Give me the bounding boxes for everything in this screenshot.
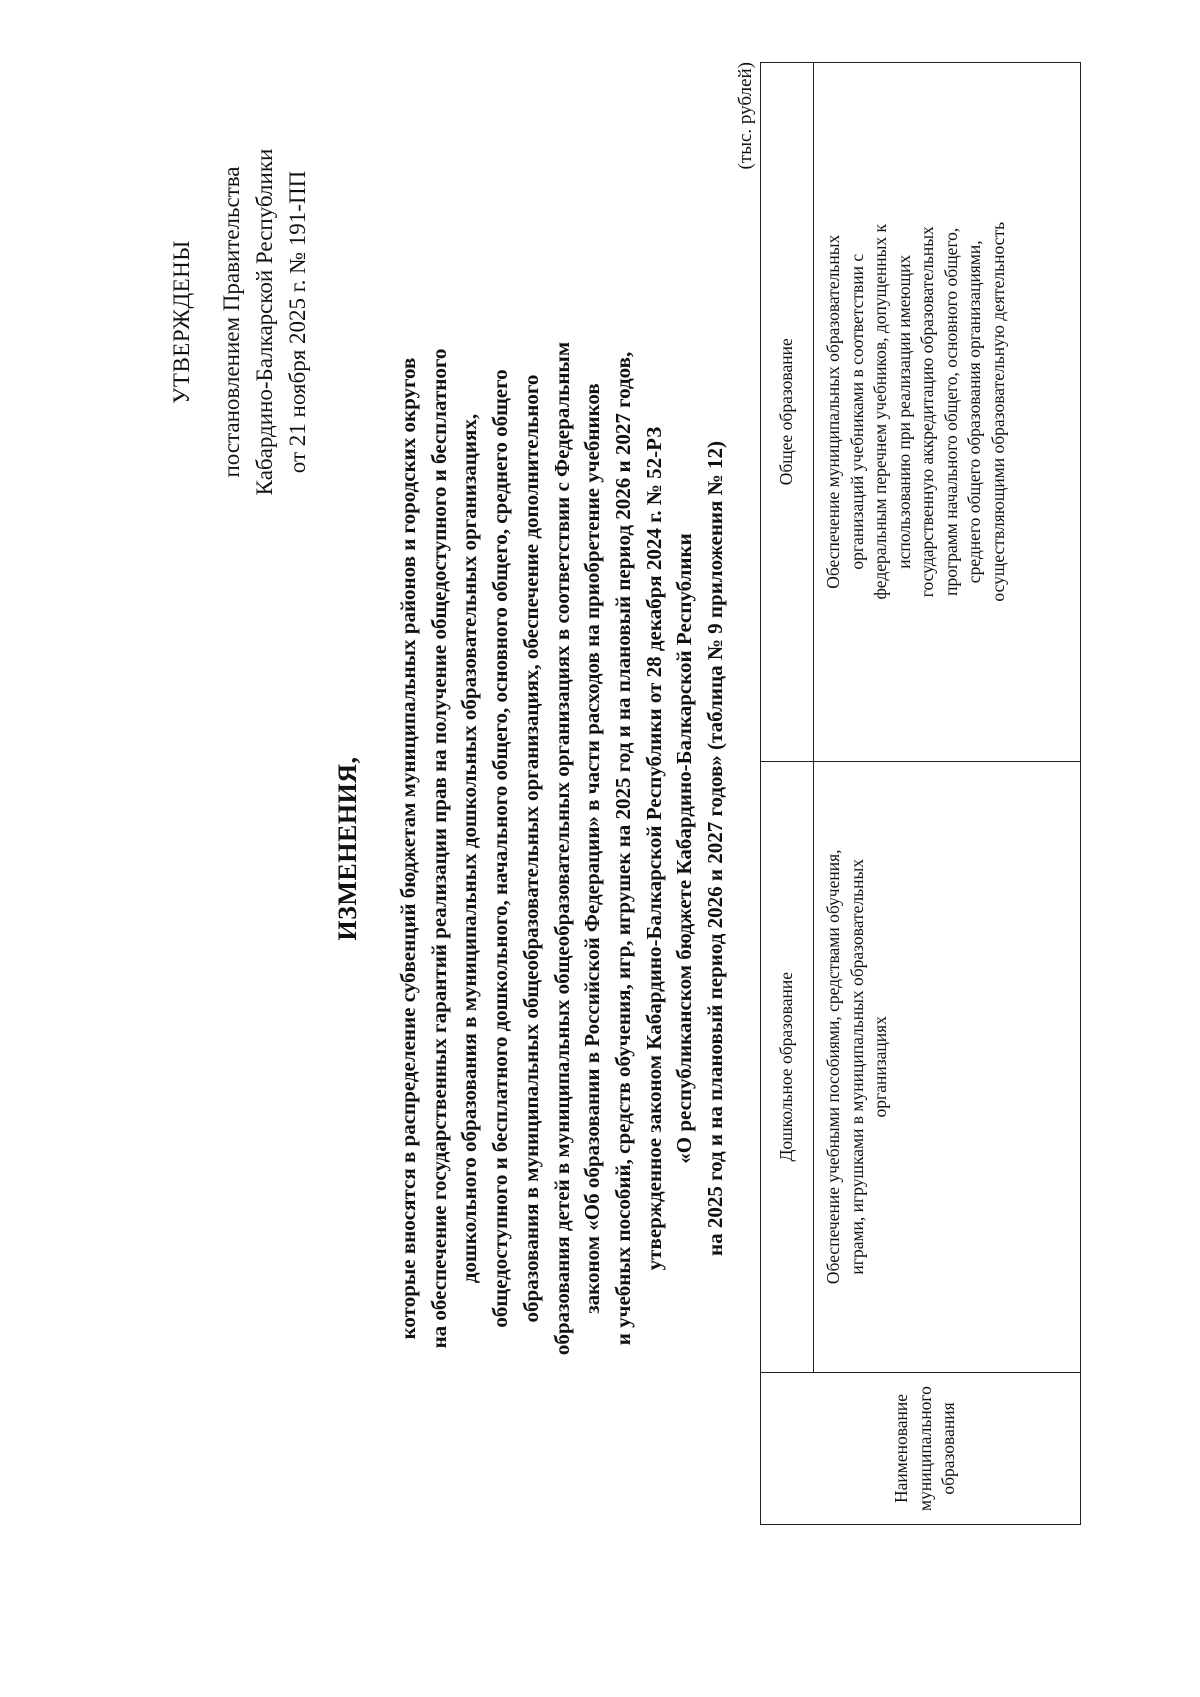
document-subtitle bbox=[393, 90, 731, 1607]
subtitle-line: на 2025 год и на плановый период 2026 и 2027 годов» (таблица № 9 приложения № 12) bbox=[703, 441, 728, 1256]
subtitle-line: дошкольного образования в муниципальных дошкольных образовательных организациях, bbox=[457, 413, 482, 1284]
approval-stamp bbox=[165, 62, 314, 582]
subtitle-line: законом «Об образовании в Российской Федерации» в части расходов на приобретение учебников bbox=[580, 383, 605, 1314]
general-education-column-header: Общее образование bbox=[761, 63, 814, 762]
subtitle-line: образования детей в муниципальных общеобразовательных организациях в соответствии с Федеральным bbox=[549, 341, 574, 1356]
approval-line: от 21 ноября 2025 г. № 191-ПП bbox=[285, 170, 310, 474]
document-title: ИЗМЕНЕНИЯ, bbox=[333, 756, 362, 941]
subtitle-line: утвержденное законом Кабардино-Балкарской Республики от 28 декабря 2024 г. № 52-РЗ bbox=[641, 426, 666, 1271]
subtitle-line: общедоступного и бесплатного дошкольного, начального общего, основного общего, среднего общего bbox=[488, 369, 513, 1328]
table-description-row bbox=[814, 63, 1081, 1525]
preschool-description-cell: Обеспечение учебными пособиями, средствами обучения, играми, игрушками в муниципальных образовательных организациях bbox=[814, 761, 1081, 1373]
subtitle-line: «О республиканском бюджете Кабардино-Балкарской Республики bbox=[672, 533, 697, 1164]
approval-line: Кабардино-Балкарской Республики bbox=[252, 148, 277, 496]
approval-heading: УТВЕРЖДЕНЫ bbox=[169, 240, 194, 404]
subtitle-line: и учебных пособий, средств обучения, игр, игрушек на 2025 год и на плановый период 2026 и 2027 годов, bbox=[610, 351, 635, 1346]
subtitle-line: которые вносятся в распределение субвенций бюджетам муниципальных районов и городских округов bbox=[396, 357, 420, 1340]
table-header-row bbox=[761, 63, 814, 1525]
preschool-column-header: Дошкольное образование bbox=[761, 761, 814, 1373]
subtitle-line: на обеспечение государственных гарантий реализации прав на получение общедоступного и бесплатного bbox=[426, 348, 451, 1349]
distribution-table bbox=[760, 62, 1081, 1525]
approval-line: постановлением Правительства bbox=[219, 166, 244, 478]
general-education-description-cell: Обеспечение муниципальных образовательных организаций учебниками в соответствии с федеральным перечнем учебников, допущенных к использованию при реализации имеющих государственную аккредитацию образовательных программ начального общего, основного общего, среднего общего образования организациями, осуществляющими образовательную деятельность bbox=[814, 63, 1081, 762]
units-label: (тыс. рублей) bbox=[735, 62, 756, 170]
subtitle-line: образования в муниципальных общеобразовательных организациях, обеспечение дополнительного bbox=[518, 374, 543, 1323]
municipality-column-header: Наименование муниципального образования bbox=[761, 1373, 1081, 1525]
